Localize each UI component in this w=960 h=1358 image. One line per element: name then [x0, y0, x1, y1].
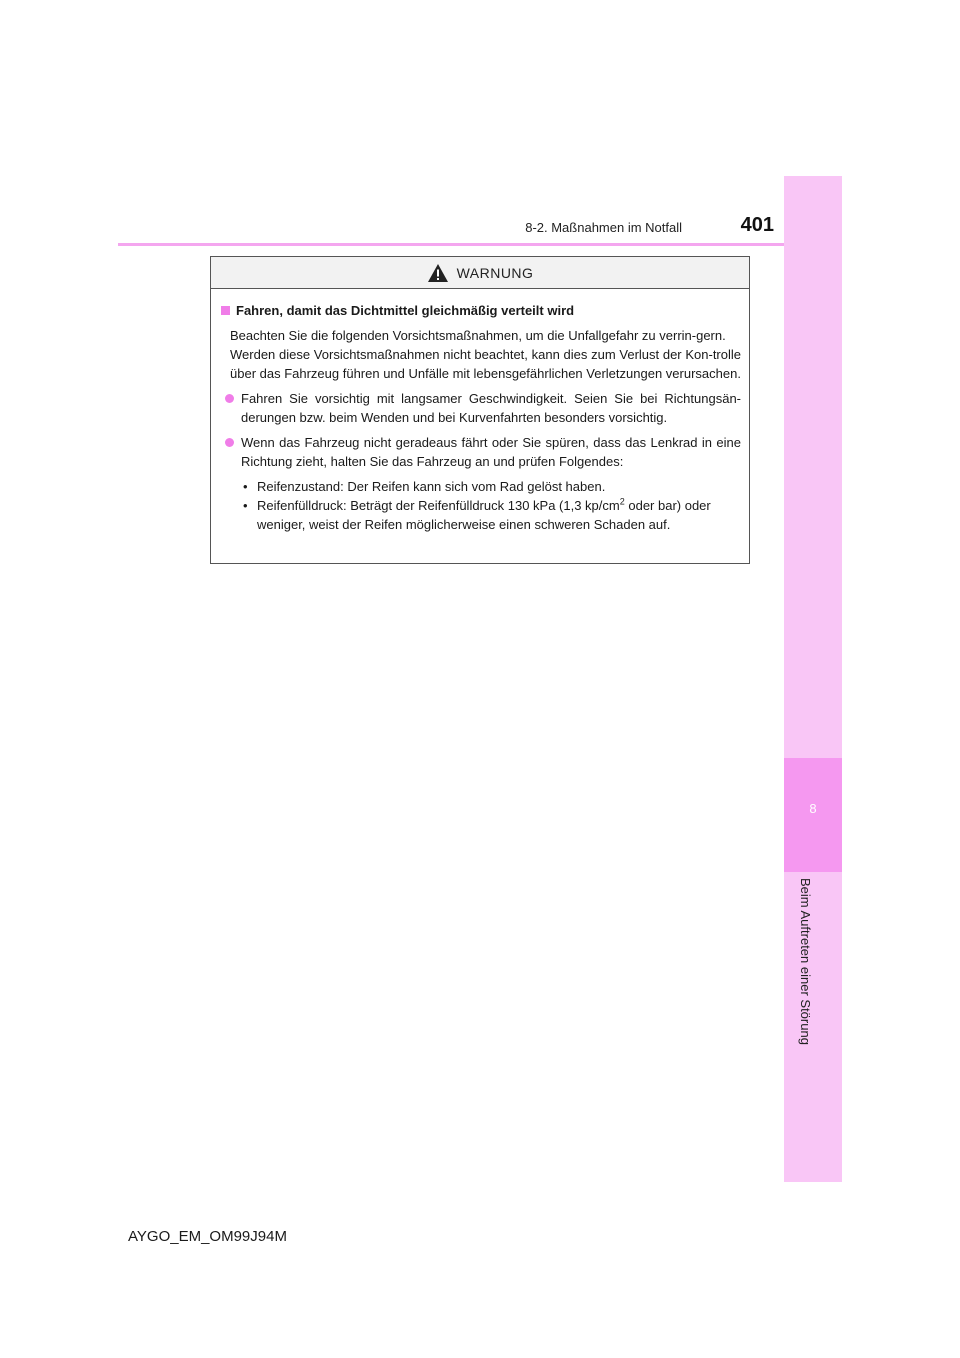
warning-paragraph-2: Werden diese Vorsichtsmaßnahmen nicht beachtet, kann dies zum Verlust der Kon-trolle über das Fahrzeug führen und Unfälle mit lebensgefährlichen Verletzungen verursachen. — [230, 347, 741, 381]
list-item — [221, 433, 741, 471]
subheading-text: Fahren, damit das Dichtmittel gleichmäßig verteilt wird — [236, 303, 575, 318]
circle-bullet-icon — [225, 438, 234, 447]
list-item — [243, 496, 741, 534]
section-reference: 8-2. Maßnahmen im Notfall — [525, 220, 682, 235]
circle-bullet-icon — [225, 394, 234, 403]
chapter-side-tab[interactable] — [784, 176, 842, 1182]
sub-item-2-part-b: oder bar) oder weniger, weist der Reifen möglicherweise einen schweren Schaden auf. — [257, 498, 711, 532]
sub-bullet-marker: • — [243, 479, 248, 494]
sub-bullet-marker: • — [243, 498, 248, 513]
sub-item-text-1: Reifenzustand: Der Reifen kann sich vom Rad gelöst haben. — [257, 479, 606, 494]
list-item — [243, 477, 741, 496]
warning-triangle-icon — [427, 263, 449, 283]
bullet-text-1: Fahren Sie vorsichtig mit langsamer Geschwindigkeit. Seien Sie bei Richtungsän-derungen bzw. beim Wenden und bei Kurvenfahrten besonders vorsichtig. — [241, 391, 741, 425]
sub-item-text-2 — [257, 496, 741, 534]
warning-title: WARNUNG — [456, 264, 534, 281]
sub-item-2-part-a: Reifenfülldruck: Beträgt der Reifenfülldruck 130 kPa (1,3 kp/cm — [257, 498, 620, 513]
list-item — [221, 389, 741, 427]
square-bullet-icon — [221, 306, 230, 315]
superscript: 2 — [619, 496, 625, 507]
sub-list — [243, 477, 741, 534]
warning-subheading — [221, 301, 741, 320]
chapter-number: 8 — [809, 801, 817, 816]
warning-body — [211, 289, 749, 534]
chapter-title: Beim Auftreten einer Störung — [798, 878, 813, 1045]
header-rule — [118, 243, 842, 246]
bullet-text-2: Wenn das Fahrzeug nicht geradeaus fährt oder Sie spüren, dass das Lenkrad in eine Richtung zieht, halten Sie das Fahrzeug an und prüfen Folgendes: — [241, 435, 741, 469]
warning-paragraph-1: Beachten Sie die folgenden Vorsichtsmaßnahmen, um die Unfallgefahr zu verrin-gern. — [230, 328, 726, 343]
page-number: 401 — [740, 214, 774, 236]
warning-box — [210, 256, 750, 564]
document-code: AYGO_EM_OM99J94M — [128, 1228, 287, 1245]
warning-header — [211, 257, 749, 289]
